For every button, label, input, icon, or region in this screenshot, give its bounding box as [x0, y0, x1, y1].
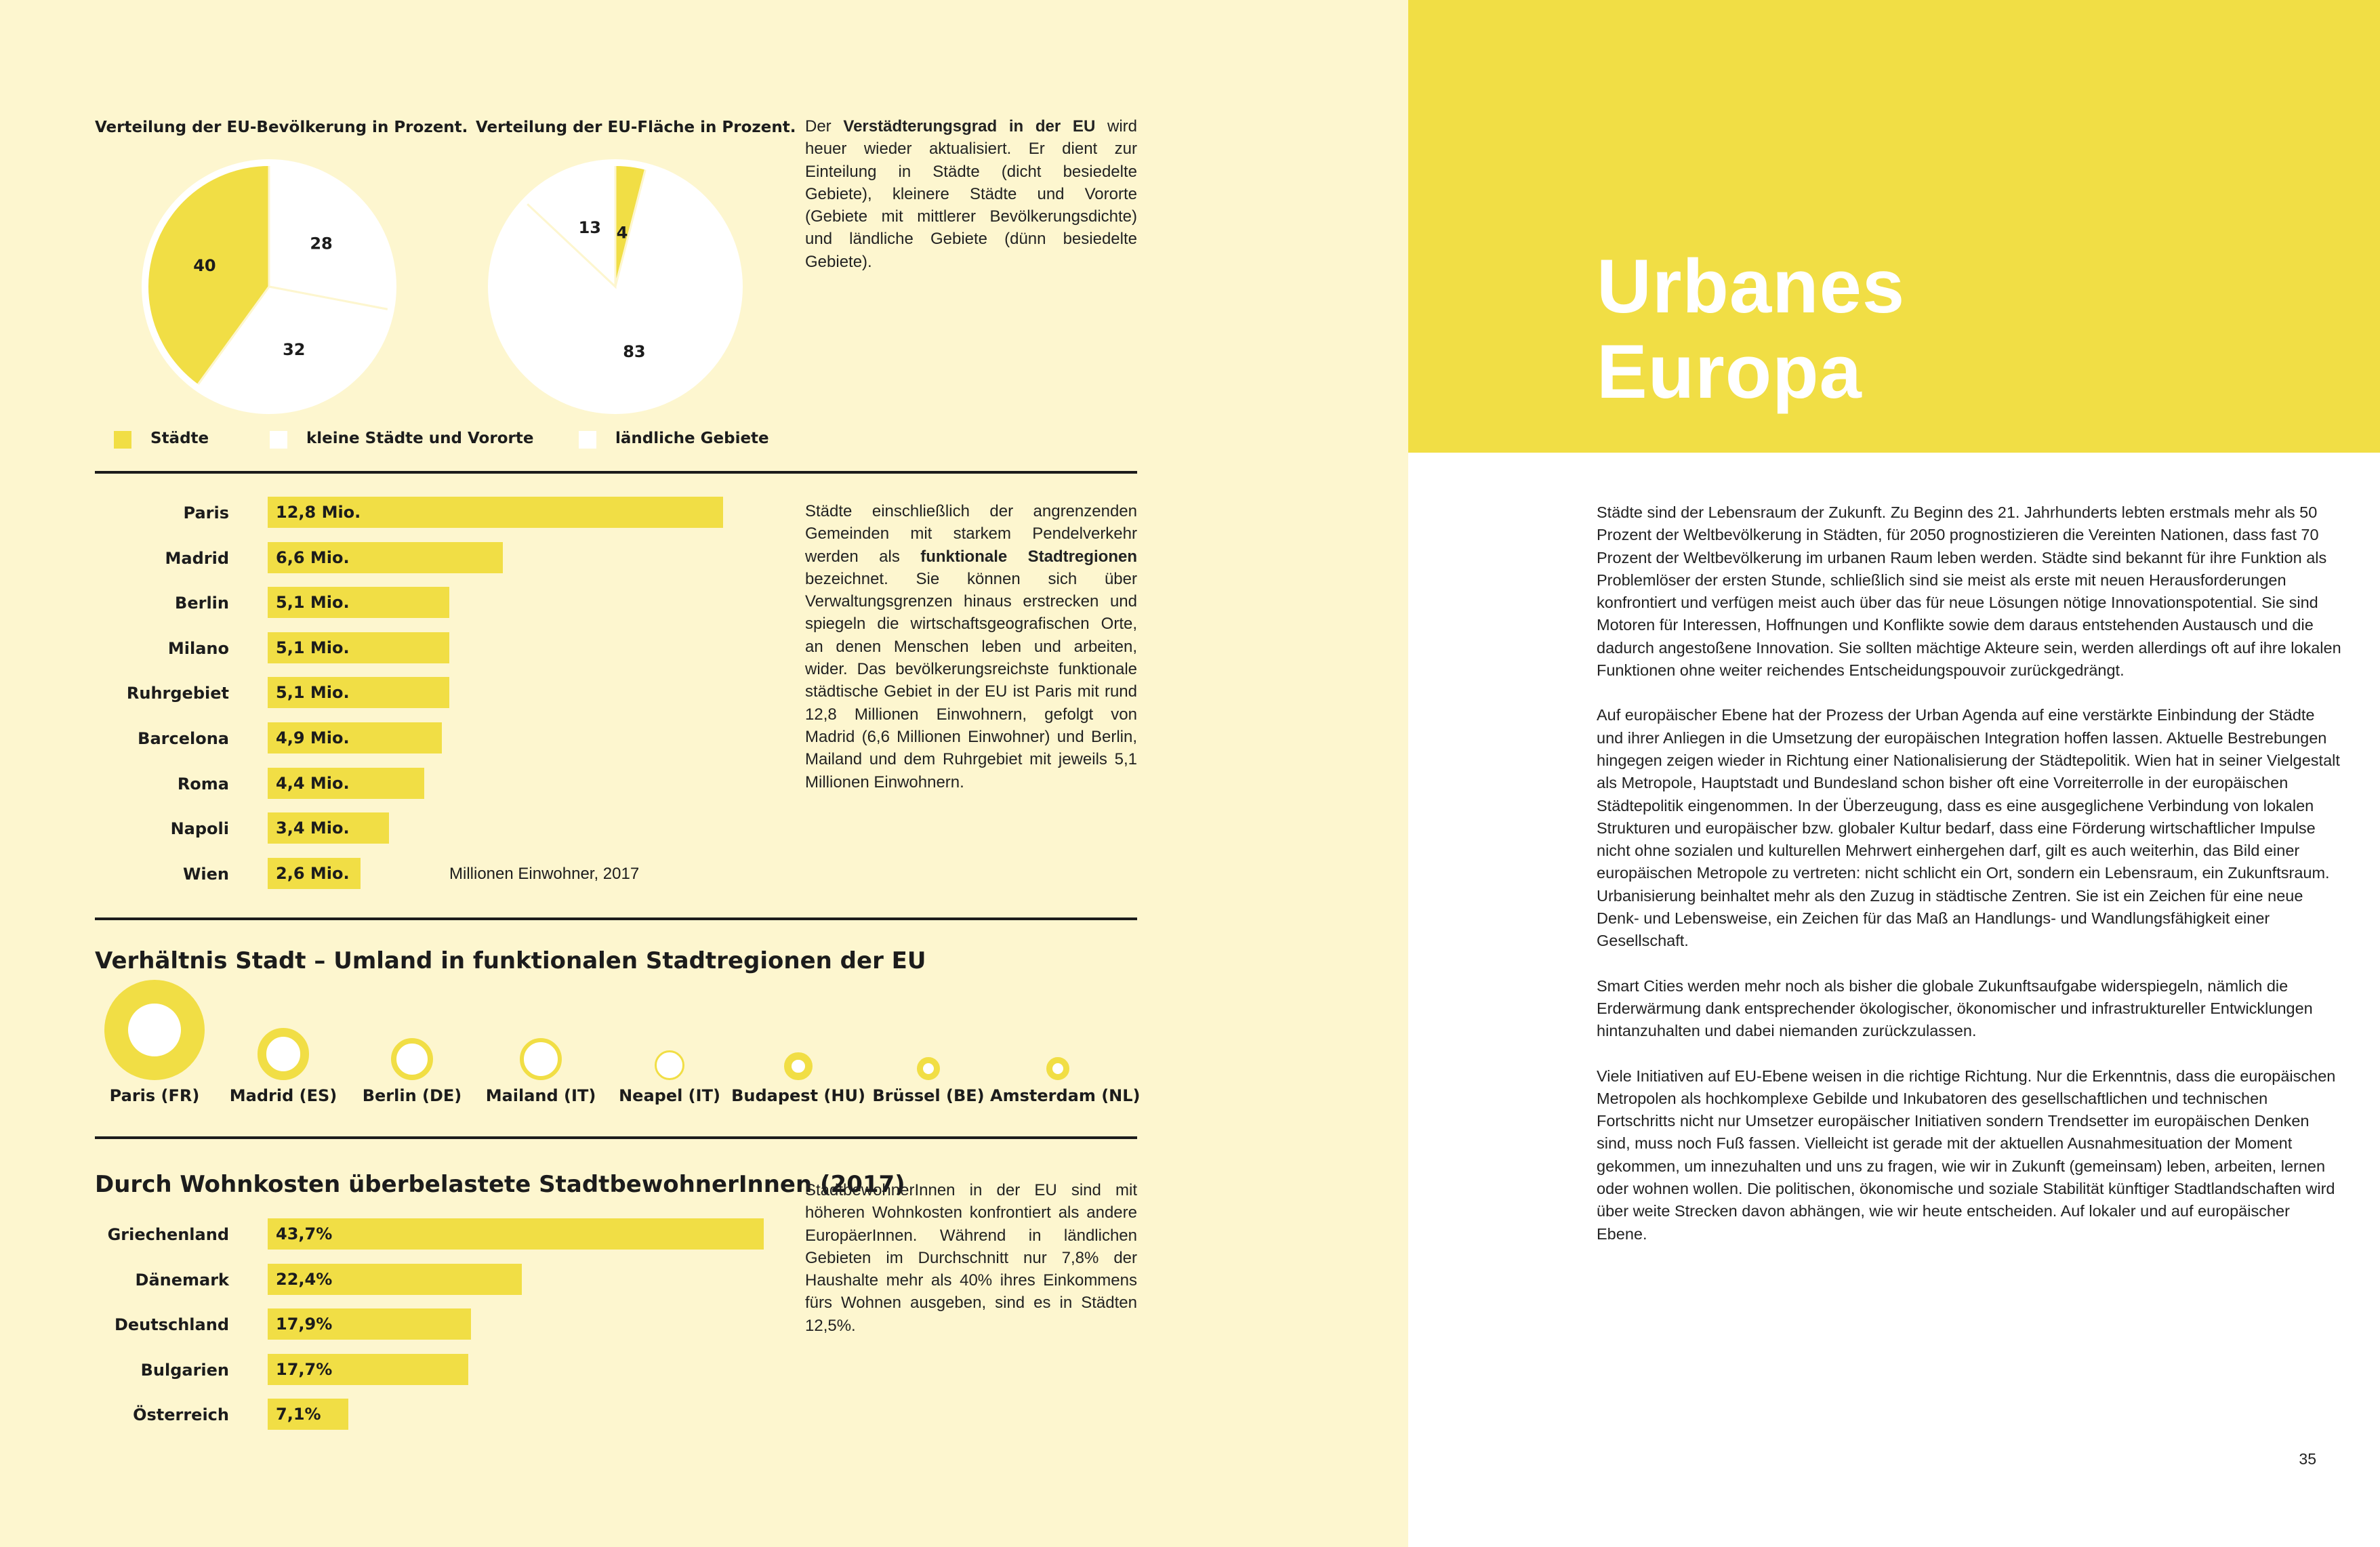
bar-row [95, 542, 773, 575]
legend-item-laendliche-gebiete [579, 430, 769, 457]
page-title-line-2: Europa [1597, 329, 1862, 414]
bar: 43,7% [268, 1218, 764, 1250]
body-paragraph: Smart Cities werden mehr noch als bisher die globale Zukunftsaufgabe widerspiegeln, nämlich die Erderwärmung dank entsprechender ökologischer, ökonomischer und infrastruktureller Entwicklungen hintanzuhalten und dabei niemanden zurückzulassen. [1597, 976, 2313, 1040]
bubble-label: Paris (FR) [109, 1086, 200, 1105]
bar-category-label: Dänemark [135, 1270, 229, 1290]
bar-category-label: Madrid [165, 548, 229, 568]
divider [95, 471, 1137, 474]
bar-category-label: Ruhrgebiet [126, 684, 229, 703]
housing-text: StadtbewohnerInnen in der EU sind mit höheren Wohnkosten konfrontiert als andere EuropäerInnen. Während in ländlichen Gebieten im Durchschnitt nur 7,8% der Haushalte mehr als 40% ihres Einkommens fürs Wohnen ausgeben, sind es in Städten 12,5%. [805, 1181, 1137, 1335]
bubble [1046, 1057, 1069, 1080]
bar-category-label: Barcelona [138, 729, 229, 748]
pie-population-title: Verteilung der EU-Bevölkerung in Prozent. [95, 119, 468, 136]
page-title [1597, 244, 1905, 415]
divider [95, 1136, 1137, 1139]
bar: 17,7% [268, 1354, 468, 1385]
bar-row [95, 1218, 773, 1251]
bar-category-label: Berlin [175, 594, 229, 613]
bar: 4,4 Mio. [268, 768, 424, 799]
divider [95, 917, 1137, 920]
pie-area-chart [483, 154, 747, 419]
page-title-line-1: Urbanes [1597, 244, 1906, 329]
bar-row [95, 812, 773, 845]
bar-row [95, 722, 773, 755]
functional-regions-text: Städte einschließlich der angrenzenden Gemeinden mit starkem Pendelverkehr werden als funktionale Stadtregionen bezeichnet. Sie können sich über Verwaltungsgrenzen hinaus erstrecken und spiegeln die wirtschaftsgeografischen Orte, an denen Menschen leben und arbeiten, wider. Das bevölkerungsreichste funktionale städtische Gebiet in der EU ist Paris mit rund 12,8 Millionen Einwohnern, gefolgt von Madrid (6,6 Millionen Einwohner) und Berlin, Mailand und dem Ruhrgebiet mit jeweils 5,1 Millionen Einwohnern. [805, 502, 1137, 791]
bar-row [95, 1308, 773, 1341]
bubble-label: Brüssel (BE) [872, 1086, 985, 1105]
bar-row [95, 1264, 773, 1296]
bar-category-label: Roma [177, 774, 229, 793]
bar-row [95, 632, 773, 665]
pie-slice-label: 83 [623, 342, 646, 362]
city-bar-note: Millionen Einwohner, 2017 [449, 865, 640, 883]
legend-item-staedte [114, 430, 209, 457]
legend-item-kleine-staedte [270, 430, 533, 457]
bubble [391, 1038, 433, 1080]
bubble [258, 1028, 310, 1080]
bar: 5,1 Mio. [268, 632, 449, 663]
bubble-label: Neapel (IT) [619, 1086, 720, 1105]
bar-category-label: Milano [167, 638, 229, 658]
pie-population-chart [137, 154, 401, 419]
bar-row [95, 677, 773, 709]
bar-row [95, 587, 773, 619]
legend-swatch-kleine-staedte [270, 431, 287, 449]
legend-swatch-staedte [114, 431, 131, 449]
pie-slice-label: 40 [193, 256, 216, 276]
bar-category-label: Deutschland [114, 1315, 229, 1335]
bar-row [95, 1354, 773, 1386]
bubble-label: Amsterdam (NL) [990, 1086, 1141, 1105]
legend-label: ländliche Gebiete [615, 430, 769, 447]
bar-category-label: Napoli [170, 819, 229, 839]
right-page [1408, 0, 2380, 1547]
bar: 2,6 Mio. [268, 858, 361, 889]
bar-category-label: Griechenland [107, 1225, 229, 1244]
urbanisation-text: Der Verstädterungsgrad in der EU wird heuer wieder aktualisiert. Er dient zur Einteilung in Städte (dicht besiedelte Gebiete), kleinere Städte und Vororte (Gebiete mit mittlerer Bevölkerungsdichte) und ländliche Gebiete (dünn besiedelte Gebiete). [805, 117, 1137, 271]
title-band [1408, 0, 2380, 453]
bubble-label: Mailand (IT) [485, 1086, 596, 1105]
bubble [104, 980, 205, 1080]
bar: 17,9% [268, 1308, 471, 1340]
pie-slice-label: 4 [616, 223, 628, 243]
legend-swatch-laendliche-gebiete [579, 431, 596, 449]
bar: 22,4% [268, 1264, 522, 1295]
bar: 5,1 Mio. [268, 587, 449, 618]
bar: 7,1% [268, 1399, 348, 1430]
bubble [655, 1050, 684, 1080]
bar: 5,1 Mio. [268, 677, 449, 708]
bar-category-label: Wien [182, 864, 229, 884]
bar-row [95, 858, 773, 890]
pie-slice-label: 28 [310, 234, 333, 253]
bar-category-label: Österreich [133, 1405, 229, 1425]
pie-slice-label: 32 [283, 339, 306, 359]
body-text [1597, 501, 2342, 1268]
page-number: 35 [2299, 1450, 2316, 1468]
bar: 3,4 Mio. [268, 812, 389, 844]
city-region-ratio-title: Verhältnis Stadt – Umland in funktionalen Stadtregionen der EU [95, 947, 926, 974]
body-paragraph: Auf europäischer Ebene hat der Prozess der Urban Agenda auf eine verstärkte Einbindung der Städte und ihrer Anliegen in die Umsetzung der europäischen Integration hoffen lassen. Aktuelle Bestrebungen hingegen zeigen wieder in Richtung einer Nationalisierung der Städtepolitik. Wien hat in seiner Vielgestalt als Metropole, Hauptstadt und Bundesland schon bisher oft eine Vorreiterrolle in der europäischen Städtepolitik eingenommen. In der Überzeugung, dass es eine ausgeglichene Verbindung von lokalen Strukturen und europäischer bzw. globaler Kultur bedarf, dass eine Förderung wirtschaftlicher Impulse nicht ohne sozialen und kulturellen Mehrwert einhergehen darf, gilt es auch weiterhin, das Bild einer europäischen Metropole zu vertreten: nicht schlicht ein Ort, sondern ein Lebensraum, ein Zukunftsraum. Urbanisierung beinhaltet mehr als den Zuzug in städtische Zentren. Sie ist ein Zeichen für eine neue Denk- und Lebensweise, ein Zeichen für das Maß an Handlungs- und Wandlungsfähigkeit einer Gesellschaft. [1597, 706, 2340, 950]
legend-label: kleine Städte und Vororte [306, 430, 534, 447]
bar-row [95, 768, 773, 800]
bar: 6,6 Mio. [268, 542, 503, 573]
bar: 4,9 Mio. [268, 722, 442, 754]
pie-area-title: Verteilung der EU-Fläche in Prozent. [476, 119, 796, 136]
bar: 12,8 Mio. [268, 497, 723, 528]
bar-category-label: Bulgarien [140, 1360, 229, 1380]
bar-category-label: Paris [183, 503, 229, 522]
bar-row [95, 497, 773, 529]
pie-slice-label: 13 [578, 218, 601, 237]
legend-label: Städte [150, 430, 209, 447]
bubble-label: Berlin (DE) [362, 1086, 462, 1105]
bubble-label: Madrid (ES) [229, 1086, 337, 1105]
body-paragraph: Städte sind der Lebensraum der Zukunft. Zu Beginn des 21. Jahrhunderts lebten erstmals mehr als 50 Prozent der Weltbevölkerung in Städten, für 2050 prognostizieren die Vereinten Nationen, dass fast 70 Prozent der Weltbevölkerung im urbanen Raum leben werden. Städte sind bekannt für ihre Funktion als Problemlöser der ersten Stunde, schließlich sind sie meist als erste mit neuen Herausforderungen konfrontiert und verfügen meist auch über das für neue Lösungen nötige Innovationspotential. Sie sind Motoren für Interessen, Hoffnungen und Konflikte sowie dem daraus entstehenden Austausch und die dadurch angestoßene Innovation. Sie sollten mächtige Akteure sein, werden allerdings oft auf ihre lokalen Funktionen ohne weiter reichendes Entscheidungspouvoir zurückgedrängt. [1597, 503, 2341, 680]
bubble [784, 1052, 812, 1080]
housing-cost-title: Durch Wohnkosten überbelastete StadtbewohnerInnen (2017) [95, 1171, 905, 1198]
bubble-label: Budapest (HU) [731, 1086, 865, 1105]
bar-row [95, 1399, 773, 1431]
bubble [520, 1038, 562, 1080]
bubble [917, 1057, 940, 1080]
body-paragraph: Viele Initiativen auf EU-Ebene weisen in die richtige Richtung. Nur die Erkenntnis, dass die europäischen Metropolen als hochkomplexe Gebilde und Inkubatoren des gesellschaftlichen und technischen Fortschritts nicht nur Umsetzer europäischer Initiativen sondern Trendsetter im europäischen Denken sind, muss noch Fuß fassen. Vielleicht ist gerade mit der aktuellen Ausnahmesituation der Moment gekommen, um innezuhalten und uns zu fragen, wie wir in Zukunft (gemeinsam) leben, arbeiten, lernen oder wohnen wollen. Die politischen, ökonomische und soziale Stabilität künftiger Stadtlandschaften wird über weite Strecken davon abhängen, wie wir heute entscheiden. Auf lokaler und auf europäischer Ebene. [1597, 1067, 2336, 1243]
